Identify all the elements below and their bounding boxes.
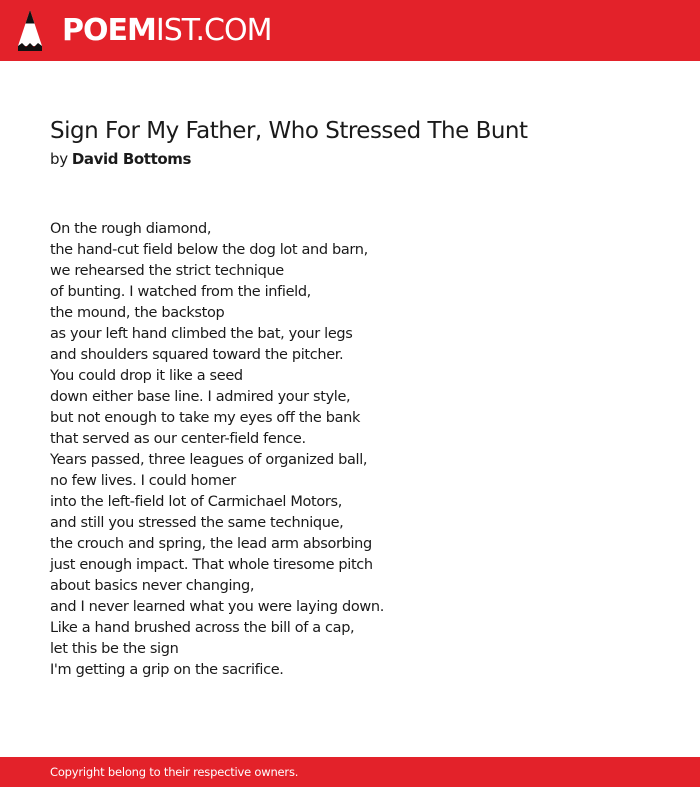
poem-line: You could drop it like a seed xyxy=(50,368,243,384)
logo-light-text: IST.COM xyxy=(155,13,272,48)
logo-wordmark xyxy=(62,13,271,49)
poem-line: just enough impact. That whole tiresome pitch xyxy=(50,557,373,573)
pencil-tip-icon xyxy=(18,10,42,51)
poem-line: I'm getting a grip on the sacrifice. xyxy=(50,662,284,678)
poem-line: no few lives. I could homer xyxy=(50,473,236,489)
poem-line: Like a hand brushed across the bill of a cap, xyxy=(50,620,355,636)
poem-title: Sign For My Father, Who Stressed The Bunt xyxy=(50,118,528,144)
poem-line: and shoulders squared toward the pitcher. xyxy=(50,347,344,363)
poem-line: the crouch and spring, the lead arm absorbing xyxy=(50,536,372,552)
poem-line: On the rough diamond, xyxy=(50,221,212,237)
byline-prefix: by xyxy=(50,150,68,168)
poem-body xyxy=(50,219,384,681)
poem-line: as your left hand climbed the bat, your legs xyxy=(50,326,353,342)
poem-line: Years passed, three leagues of organized ball, xyxy=(50,452,368,468)
poem-line: into the left-field lot of Carmichael Motors, xyxy=(50,494,342,510)
poem-line: the mound, the backstop xyxy=(50,305,225,321)
site-footer xyxy=(0,757,700,787)
author-link[interactable]: David Bottoms xyxy=(71,150,192,168)
site-header xyxy=(0,0,700,61)
poem-line: we rehearsed the strict technique xyxy=(50,263,284,279)
poem-line: and still you stressed the same technique, xyxy=(50,515,344,531)
poem-line: about basics never changing, xyxy=(50,578,255,594)
poem-line: down either base line. I admired your style, xyxy=(50,389,351,405)
poem-line: and I never learned what you were laying down. xyxy=(50,599,385,615)
copyright-text: Copyright belong to their respective owners. xyxy=(50,765,299,779)
poem-line: the hand-cut field below the dog lot and barn, xyxy=(50,242,368,258)
poem-line: but not enough to take my eyes off the bank xyxy=(50,410,360,426)
logo-bold-text: POEM xyxy=(62,13,156,48)
poem-line: of bunting. I watched from the infield, xyxy=(50,284,311,300)
poem-line: that served as our center-field fence. xyxy=(50,431,306,447)
poem-byline xyxy=(50,150,191,168)
poem-line: let this be the sign xyxy=(50,641,179,657)
